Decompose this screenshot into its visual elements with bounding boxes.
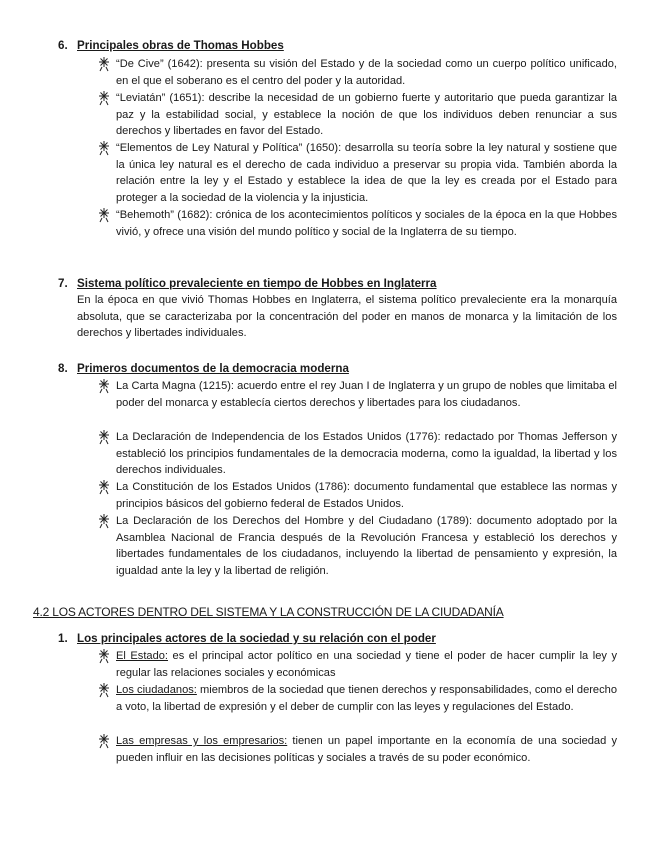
list-item-text: “Leviatán” (1651): describe la necesidad de un gobierno fuerte y autoritario que pueda garantizar la paz y la estabilidad social, y establece la noción de que los individuos deben renunciar a sus derechos y libertades en favor del Estado. (116, 92, 617, 138)
section-number: 7. (58, 277, 68, 290)
list-item-body: es el principal actor político en una sociedad y tiene el poder de hacer cumplir la ley y regular las relaciones sociales y económicas (116, 650, 617, 679)
section-title: Los principales actores de la sociedad y su relación con el poder (77, 632, 436, 645)
list-item (97, 207, 617, 240)
section-number: 1. (58, 632, 68, 645)
list-item-label: Las empresas y los empresarios: (116, 735, 288, 747)
list-item-text (116, 733, 617, 766)
list-item (97, 56, 617, 89)
list-item (97, 429, 617, 479)
sparkle-icon (97, 207, 111, 223)
list-item-label: El Estado: (116, 650, 169, 662)
section-paragraph: En la época en que vivió Thomas Hobbes en Inglaterra, el sistema político prevaleciente era la monarquía absoluta, que se caracterizaba por la concentración del poder en manos de monarca y la limitación de los derechos y libertades individuales. (77, 294, 617, 340)
sparkle-icon (97, 429, 111, 445)
sparkle-icon (97, 513, 111, 529)
section-number: 8. (58, 362, 68, 375)
list-item-text: “De Cive” (1642): presenta su visión del Estado y de la sociedad como un cuerpo político unificado, en el que el soberano es el centro del poder y la autoridad. (116, 58, 617, 87)
section-title: Sistema político prevaleciente en tiempo de Hobbes en Inglaterra (77, 277, 437, 290)
sparkle-icon (97, 90, 111, 106)
list-item-text (116, 648, 617, 681)
list-item-text: “Elementos de Ley Natural y Política” (1650): desarrolla su teoría sobre la ley natural y sostiene que la única ley natural es el derecho de cada individuo a preservar su propia vida. También aborda la relación entre la ley y el Estado y establece la idea de que la ley es creada por el Estado para proteger a la sociedad de la violencia y la injusticia. (116, 142, 617, 204)
list-item (97, 682, 617, 715)
section-heading (58, 38, 284, 54)
list-item (97, 479, 617, 512)
list-item-text: La Constitución de los Estados Unidos (1786): documento fundamental que establece las normas y principios básicos del gobierno federal de Estados Unidos. (116, 481, 617, 510)
sparkle-icon (97, 140, 111, 156)
list-item-text: La Declaración de los Derechos del Hombre y del Ciudadano (1789): documento adoptado por la Asamblea Nacional de Francia después de la Revolución Francesa y estableció los derechos y libertades fundamentales de los ciudadanos, incluyendo la libertad de pensamiento y expresión, la igualdad ante la ley y la libertad de religión. (116, 515, 617, 577)
list-item (97, 90, 617, 140)
sparkle-icon (97, 378, 111, 394)
section-heading (58, 631, 436, 647)
section-title: Primeros documentos de la democracia moderna (77, 362, 349, 375)
sparkle-icon (97, 682, 111, 698)
list-item (97, 513, 617, 579)
section-title: Principales obras de Thomas Hobbes (77, 39, 284, 52)
section-number: 6. (58, 39, 68, 52)
sparkle-icon (97, 479, 111, 495)
sparkle-icon (97, 648, 111, 664)
chapter-title: 4.2 LOS ACTORES DENTRO DEL SISTEMA Y LA CONSTRUCCIÓN DE LA CIUDADANÍA (33, 605, 504, 619)
list-item-text: La Carta Magna (1215): acuerdo entre el rey Juan I de Inglaterra y un grupo de nobles que limitaba el poder del monarca y establecía ciertos derechos y libertades para los ciudadanos. (116, 380, 617, 409)
list-item-label: Los ciudadanos: (116, 684, 197, 696)
list-item-text: La Declaración de Independencia de los Estados Unidos (1776): redactado por Thomas Jefferson y estableció los principios fundamentales de la democracia moderna, como la igualdad, la libertad y los derechos individuales. (116, 431, 617, 477)
list-item-text (116, 682, 617, 715)
list-item-body: tienen un papel importante en la economía de una sociedad y pueden influir en las decisiones políticas y sociales a través de su poder económico. (116, 735, 617, 764)
list-item-text: “Behemoth” (1682): crónica de los acontecimientos políticos y sociales de la época en la que Hobbes vivió, y ofrece una visión del mundo político y social de la Inglaterra de su tiempo. (116, 209, 617, 238)
list-item-body: miembros de la sociedad que tienen derechos y responsabilidades, como el derecho a voto, la libertad de expresión y el deber de cumplir con las leyes y regulaciones del Estado. (116, 684, 617, 713)
sparkle-icon (97, 56, 111, 72)
list-item (97, 733, 617, 766)
section-heading (58, 276, 437, 292)
section-heading (58, 361, 349, 377)
list-item (97, 140, 617, 206)
list-item (97, 378, 617, 411)
sparkle-icon (97, 733, 111, 749)
list-item (97, 648, 617, 681)
